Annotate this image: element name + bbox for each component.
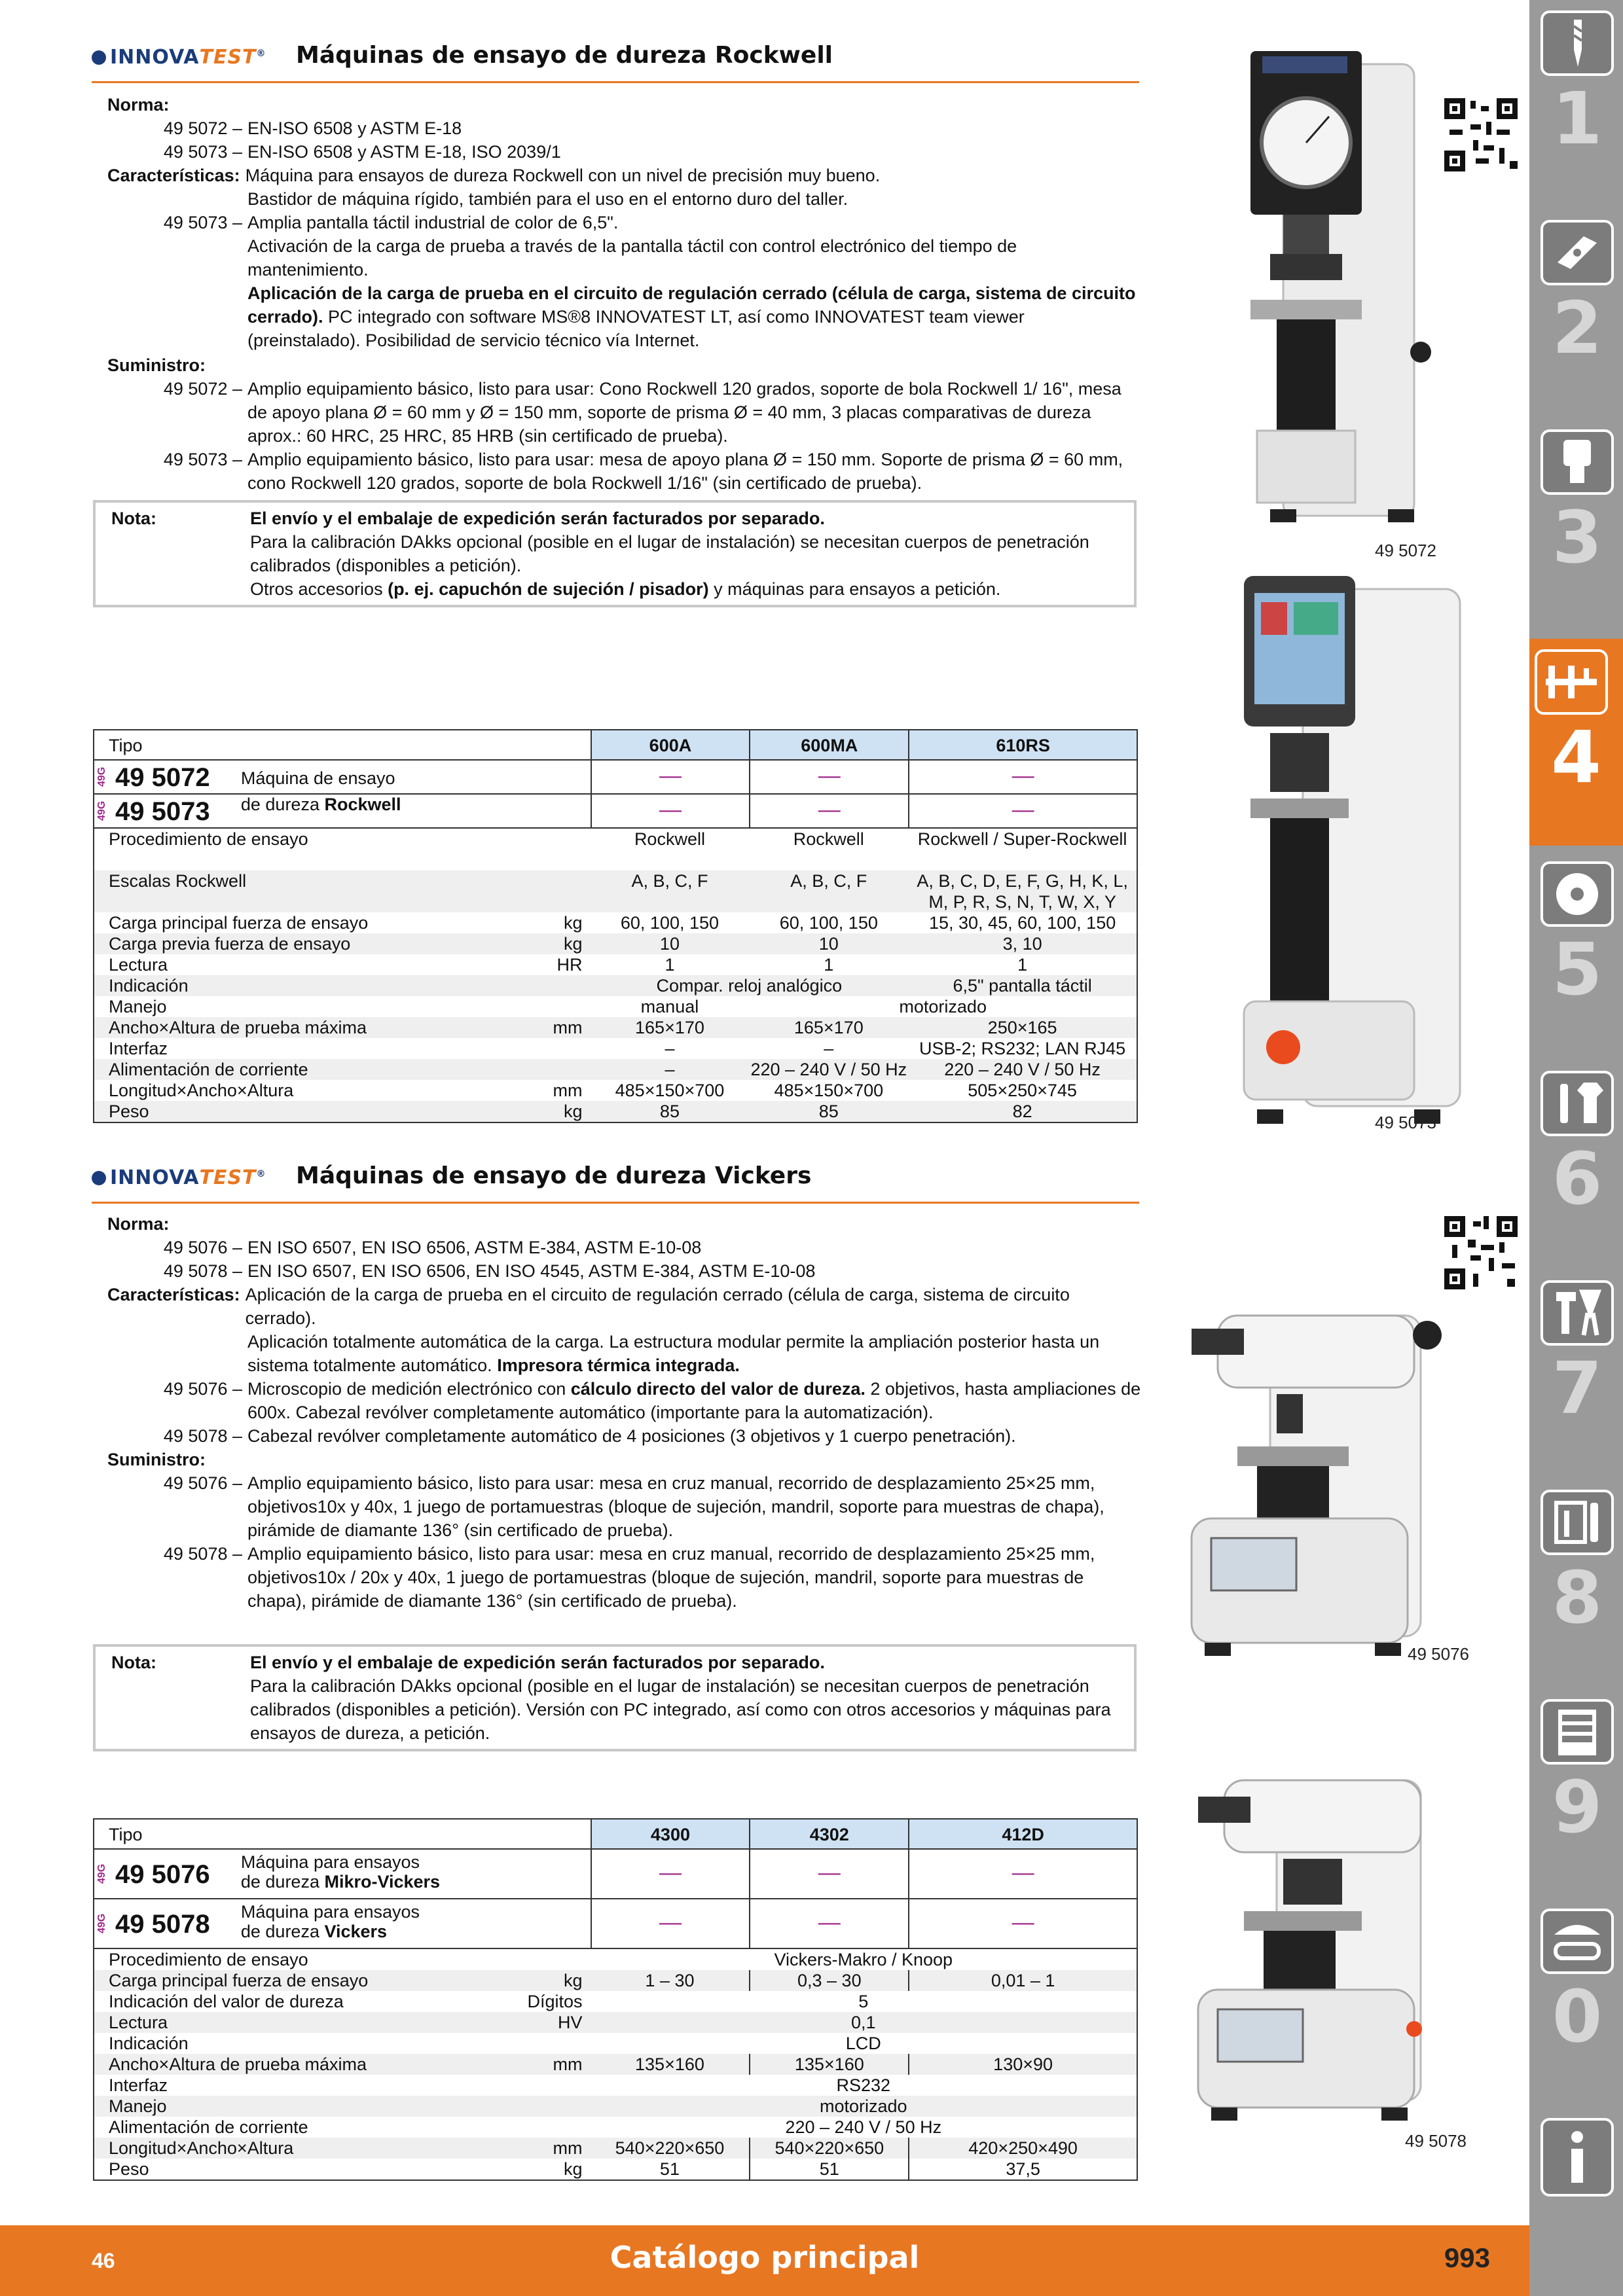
safety-gear-icon <box>1541 1909 1614 1974</box>
nota-text: Para la calibración DAkks opcional (posible en el lugar de instalación) se necesitan cuerpos de penetración calibrados (disponibles a petición). <box>250 532 1089 575</box>
feature-text: Máquina para ensayos de dureza Rockwell con un nivel de precisión muy bueno. <box>245 166 881 185</box>
availability-cell: — <box>591 1899 750 1948</box>
chapter-tab-info[interactable] <box>1535 2118 1619 2197</box>
availability-cell: — <box>749 795 908 827</box>
nota-box-rockwell <box>93 500 1137 607</box>
catalog-title: Catálogo principal <box>610 2240 920 2275</box>
spec-row: Carga previa fuerza de ensayo kg 10 10 3, 10 <box>94 933 1137 954</box>
availability-cell: — <box>908 795 1137 827</box>
vickers-spec-table <box>93 1818 1138 2181</box>
model-column: 4300 <box>591 1820 750 1848</box>
chapter-tab-7[interactable]: 7 <box>1535 1280 1619 1431</box>
spec-row: Indicación del valor de dureza Dígitos 5 <box>109 1992 869 2011</box>
chapter-tab-2[interactable]: 2 <box>1535 220 1619 370</box>
nota-box-vickers <box>93 1644 1137 1751</box>
spec-row: Procedimiento de ensayo Vickers-Makro / Knoop <box>109 1950 953 1969</box>
article-number: 49 5076 <box>115 1860 210 1889</box>
supply-code: 49 5076 – <box>163 1473 242 1493</box>
spec-row: Peso kg 51 51 37,5 <box>94 2159 1137 2179</box>
header-rule <box>92 1202 1139 1204</box>
category-tag: 49G <box>94 795 110 827</box>
innovatest-logo: INNOVATEST® <box>92 46 266 69</box>
nota-bold: El envío y el embalaje de expedición serán facturados por separado. <box>250 1653 825 1672</box>
model-column: 610RS <box>908 730 1137 759</box>
chapter-tab-5[interactable]: 5 <box>1535 861 1619 1012</box>
spec-row: Interfaz – – USB-2; RS232; LAN RJ45 <box>109 1039 1126 1058</box>
product-row[interactable] <box>94 795 1137 829</box>
category-tag: 49G <box>94 761 110 793</box>
product-image-495072 <box>1231 38 1440 562</box>
availability-cell: — <box>591 795 750 827</box>
innovatest-logo: INNOVATEST® <box>92 1166 266 1189</box>
model-column: 4302 <box>749 1820 908 1848</box>
cutting-disc-icon <box>1541 861 1614 927</box>
rockwell-description <box>107 93 1142 495</box>
supply-text: Amplio equipamiento básico, listo para usar: mesa en cruz manual, recorrido de desplazamiento 25×25 mm, objetivos10x / 20x y 40x, 1 juego de portamuestras (bloque de sujeción, mandril, soporte para muestras de chapa), pirámide de diamante 136° (sin certificado de prueba). <box>247 1544 1095 1611</box>
availability-cell: — <box>908 1850 1137 1898</box>
supply-text: Amplio equipamiento básico, listo para usar: mesa en cruz manual, recorrido de desplazamiento 25×25 mm, objetivos10x y 40x, 1 juego de portamuestras (bloque de sujeción, mandril, soporte para muestras de chapa), pirámide de diamante 136° (sin certificado de prueba). <box>247 1473 1104 1540</box>
nota-label: Nota: <box>111 1653 156 1672</box>
feature-code: 49 5076 – <box>163 1379 242 1399</box>
pliers-icon <box>1541 1280 1614 1346</box>
product-image-495078 <box>1192 1767 1467 2140</box>
caliper-icon <box>1535 649 1608 715</box>
norma-code: 49 5073 – <box>163 142 242 162</box>
nota-text: Otros accesorios (p. ej. capuchón de sujeción / pisador) y máquinas para ensayos a petición. <box>250 579 1001 599</box>
nota-text: Para la calibración DAkks opcional (posible en el lugar de instalación) se necesitan cuerpos de penetración calibrados (disponibles a petición). Versión con PC integrado, así como con otros accesorios y máquinas para ensayos de dureza, a petición. <box>250 1676 1111 1743</box>
feature-text: Aplicación de la carga de prueba en el circuito de regulación cerrado (célula de carga, sistema de circuito cerrado). PC integrado con software MS®8 INNOVATEST LT, así como INNOVATEST team viewer (preinstalado). Posibilidad de servicio técnico vía Internet. <box>247 283 1136 350</box>
spec-row: Alimentación de corriente 220 – 240 V / 50 Hz <box>109 2117 942 2137</box>
model-column: 412D <box>908 1820 1137 1848</box>
supply-code: 49 5072 – <box>163 379 242 399</box>
article-number: 49 5072 <box>115 763 210 792</box>
wrench-icon <box>1541 1071 1614 1136</box>
vickers-description <box>107 1212 1142 1613</box>
availability-cell: — <box>749 1899 908 1948</box>
spec-row: Ancho×Altura de prueba máxima mm 165×170 165×170 250×165 <box>94 1017 1137 1038</box>
page-number-left: 46 <box>92 2249 115 2272</box>
spec-row: Indicación Compar. reloj analógico 6,5" pantalla táctil <box>94 975 1137 996</box>
feature-code: 49 5073 – <box>163 213 242 232</box>
product-row[interactable] <box>94 1899 1137 1949</box>
section-header-vickers <box>92 1162 1139 1208</box>
norma-label: Norma: <box>107 1214 170 1234</box>
caracteristicas-label: Características: <box>107 1285 240 1304</box>
model-column: 600MA <box>749 730 908 759</box>
availability-cell: — <box>749 761 908 793</box>
feature-text: Bastidor de máquina rígido, también para el uso en el entorno duro del taller. <box>247 189 848 209</box>
availability-cell: — <box>908 1899 1137 1948</box>
spec-row: Lectura HV 0,1 <box>94 2012 1137 2033</box>
chapter-tab-3[interactable]: 3 <box>1535 429 1619 580</box>
nota-label: Nota: <box>111 509 156 528</box>
spec-row: Peso kg 85 85 82 <box>94 1101 1137 1122</box>
norma-text: EN ISO 6507, EN ISO 6506, EN ISO 4545, ASTM E-384, ASTM E-10-08 <box>247 1261 816 1281</box>
availability-cell: — <box>591 1850 750 1898</box>
feature-text: Microscopio de medición electrónico con cálculo directo del valor de dureza. 2 objetivos, hasta ampliaciones de 600x. Cabezal revólver completamente automático (importante para la automatización). <box>247 1379 1141 1422</box>
page-number-right: 993 <box>1444 2242 1490 2273</box>
category-tag: 49G <box>94 1850 110 1898</box>
spec-row: Carga principal fuerza de ensayo kg 1 – 30 0,3 – 30 0,01 – 1 <box>94 1970 1137 1991</box>
image-caption: 49 5073 <box>1375 1113 1436 1132</box>
chapter-tab-6[interactable]: 6 <box>1535 1071 1619 1221</box>
supply-code: 49 5078 – <box>163 1544 242 1564</box>
article-number: 49 5078 <box>115 1910 210 1939</box>
spec-row: Interfaz RS232 <box>109 2075 891 2095</box>
suministro-label: Suministro: <box>107 1450 206 1469</box>
spec-row: Indicación LCD <box>109 2034 881 2053</box>
product-image-495076 <box>1178 1302 1460 1676</box>
chapter-tab-1[interactable]: 1 <box>1535 10 1619 161</box>
supply-text: Amplio equipamiento básico, listo para usar: mesa de apoyo plana Ø = 150 mm. Soporte de prisma Ø = 60 mm, cono Rockwell 120 grados, soporte de bola Rockwell 1/16" (sin certificado de prueba). <box>247 450 1123 493</box>
feature-text: Activación de la carga de prueba a través de la pantalla táctil con control electrónico del tiempo de mantenimiento. <box>247 236 1017 279</box>
spec-row: Longitud×Ancho×Altura mm 485×150×700 485×150×700 505×250×745 <box>109 1081 1077 1100</box>
norma-code: 49 5078 – <box>163 1261 242 1281</box>
info-icon <box>1541 2118 1614 2197</box>
norma-text: EN ISO 6507, EN ISO 6506, ASTM E-384, ASTM E-10-08 <box>247 1238 702 1257</box>
chapter-tab-9[interactable]: 9 <box>1535 1699 1619 1850</box>
norma-text: EN-ISO 6508 y ASTM E-18 <box>247 118 462 138</box>
rockwell-spec-table <box>93 729 1138 1123</box>
norma-code: 49 5076 – <box>163 1238 242 1257</box>
spec-row: Ancho×Altura de prueba máxima mm 135×160 135×160 130×90 <box>94 2054 1137 2075</box>
supply-code: 49 5073 – <box>163 450 242 469</box>
product-description: Máquina para ensayos de dureza Mikro-Vickers <box>240 1852 441 1892</box>
feature-text: Amplia pantalla táctil industrial de color de 6,5". <box>247 213 619 232</box>
norma-text: EN-ISO 6508 y ASTM E-18, ISO 2039/1 <box>247 142 561 162</box>
category-tag: 49G <box>94 1899 110 1948</box>
product-description: de dureza Rockwell <box>240 795 401 814</box>
tipo-label: Tipo <box>94 730 591 759</box>
feature-code: 49 5078 – <box>163 1426 242 1446</box>
supply-text: Amplio equipamiento básico, listo para usar: Cono Rockwell 120 grados, soporte de bola Rockwell 1/ 16", mesa de apoyo plana Ø = 60 mm y Ø = 150 mm, soporte de prisma Ø = 40 mm, 3 placas comparativas de dureza aprox.: 60 HRC, 25 HRC, 85 HRB (sin certificado de prueba). <box>247 379 1122 446</box>
section-title: Máquinas de ensayo de dureza Rockwell <box>296 42 833 69</box>
availability-cell: — <box>591 761 750 793</box>
availability-cell: — <box>908 761 1137 793</box>
spec-row: Alimentación de corriente – 220 – 240 V / 50 Hz 220 – 240 V / 50 Hz <box>94 1059 1137 1080</box>
spec-row: Carga principal fuerza de ensayo kg 60, 100, 150 60, 100, 150 15, 30, 45, 60, 100, 150 <box>109 913 1116 933</box>
product-description: Máquina de ensayo <box>240 768 395 788</box>
spec-row: Procedimiento de ensayo Rockwell Rockwell Rockwell / Super-Rockwell <box>109 829 1127 849</box>
drill-bit-icon <box>1541 10 1614 76</box>
product-row[interactable] <box>94 761 1137 795</box>
spec-rows <box>94 829 1137 1122</box>
norma-code: 49 5072 – <box>163 118 242 138</box>
spec-rows <box>94 1949 1137 2179</box>
spec-row: Manejo motorizado <box>94 2096 1137 2117</box>
chuck-icon <box>1541 429 1614 495</box>
article-number: 49 5073 <box>115 797 210 826</box>
page-footer <box>0 2225 1529 2296</box>
section-header-rockwell <box>92 42 1139 88</box>
insert-tool-icon <box>1541 220 1614 285</box>
chapter-tab-4[interactable]: 4 <box>1529 639 1623 846</box>
workshop-icon <box>1541 1490 1614 1555</box>
caracteristicas-label: Características: <box>107 166 240 185</box>
cabinet-icon <box>1541 1699 1614 1765</box>
table-header <box>94 730 1137 761</box>
table-header <box>94 1820 1137 1850</box>
qr-code-icon[interactable] <box>1444 98 1518 171</box>
chapter-tab-0[interactable]: 0 <box>1535 1909 1619 2059</box>
product-description: Máquina para ensayos de dureza Vickers <box>240 1902 420 1941</box>
qr-code-icon[interactable] <box>1444 1216 1518 1289</box>
spec-row: Escalas Rockwell A, B, C, F A, B, C, F A, B, C, D, E, F, G, H, K, L, M, P, R, S, N, T, W, X, Y <box>94 870 1137 912</box>
nota-bold: El envío y el embalaje de expedición serán facturados por separado. <box>250 509 825 528</box>
section-title: Máquinas de ensayo de dureza Vickers <box>296 1162 812 1189</box>
image-caption: 49 5072 <box>1375 541 1436 560</box>
suministro-label: Suministro: <box>107 355 206 375</box>
product-row[interactable] <box>94 1850 1137 1899</box>
image-caption: 49 5076 <box>1408 1644 1469 1664</box>
norma-label: Norma: <box>107 95 170 115</box>
spec-row: Longitud×Ancho×Altura mm 540×220×650 540×220×650 420×250×490 <box>94 2138 1137 2159</box>
feature-text: Aplicación totalmente automática de la carga. La estructura modular permite la ampliación posterior hasta un sistema totalmente automático. Impresora térmica integrada. <box>247 1332 1100 1375</box>
availability-cell: — <box>749 1850 908 1898</box>
spec-row: Lectura HR 1 1 1 <box>109 955 1028 975</box>
chapter-tab-8[interactable]: 8 <box>1535 1490 1619 1640</box>
product-image-495073 <box>1231 576 1473 1132</box>
spec-row: Manejo manual motorizado <box>109 997 987 1016</box>
feature-text: Aplicación de la carga de prueba en el circuito de regulación cerrado (célula de carga, sistema de circuito cerrado). <box>245 1285 1070 1328</box>
header-rule <box>92 81 1139 83</box>
feature-text: Cabezal revólver completamente automático de 4 posiciones (3 objetivos y 1 cuerpo penetración). <box>247 1426 1016 1446</box>
model-column: 600A <box>591 730 750 759</box>
image-caption: 49 5078 <box>1405 2131 1467 2151</box>
tipo-label: Tipo <box>94 1820 591 1848</box>
